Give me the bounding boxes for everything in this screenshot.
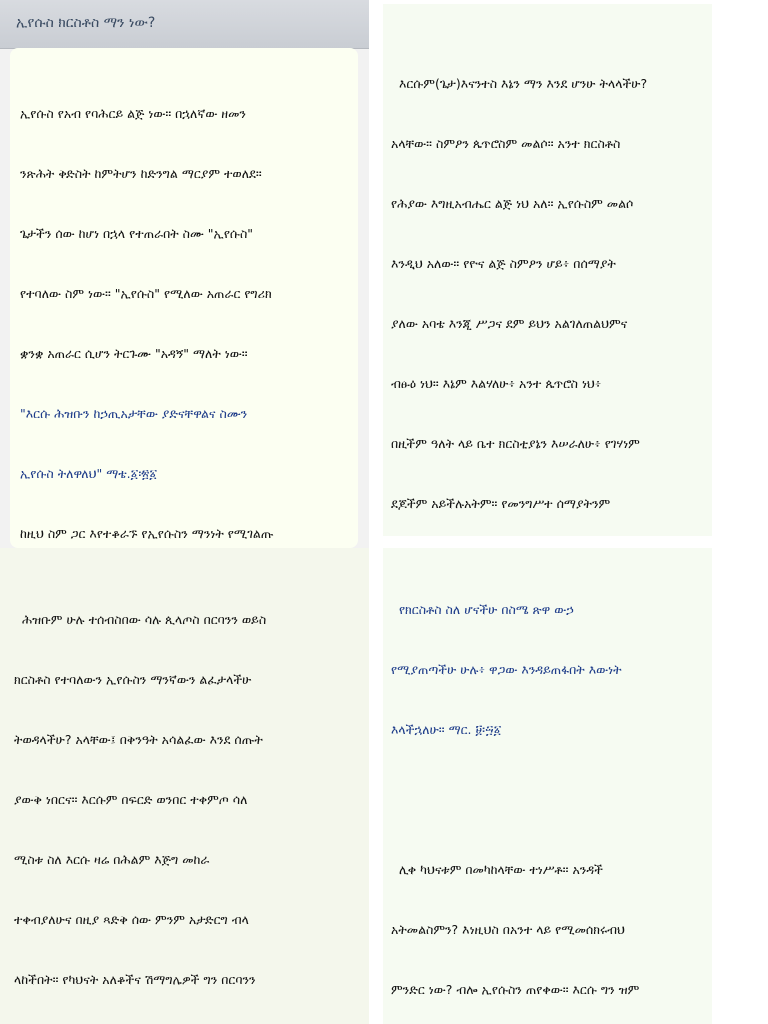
screenshot-panel-3 [0, 548, 369, 1024]
paragraph [14, 570, 266, 1024]
gutter-vertical [369, 0, 383, 1024]
text-line: አትመልስምን? እነዚህስ በአንተ ላይ የሚመሰክሩብህ [391, 922, 625, 937]
paragraph [391, 34, 647, 536]
paragraph [391, 560, 639, 1024]
text-line: ኢየሱስ የአብ የባሕርይ ልጅ ነው። በኋለኛው ዘመን [20, 106, 246, 121]
text-line: ተቀብያለሁና በዚያ ጻድቅ ሰው ምንም አታድርግ ብላ [14, 912, 249, 927]
text-line: ምንድር ነው? ብሎ ኢየሱስን ጠየቀው። እርሱ ግን ዝም [391, 982, 640, 997]
text-line: የተባለው ስም ነው። "ኢየሱስ" የሚለው አጠራር የግሪክ [20, 286, 272, 301]
text-line: ላከችበት። የካህናት አለቆችና ሽማግሌዎች ግን በርባንን [14, 972, 256, 987]
text-line: ያውቅ ነበርና። እርሱም በፍርድ ወንበር ተቀምጦ ሳለ [14, 792, 248, 807]
text-line: ሊቀ ካህናቱም በመካከላቸው ተነሥቶ። አንዳች [391, 862, 603, 877]
scripture-quote-line: ኢየሱስ ትለዋለህ" ማቴ.፩፡፳፩ [20, 466, 158, 481]
text-line: እርሱም(ጌታ)እናንተስ እኔን ማን እንደ ሆንሁ ትላላችሁ? [391, 76, 648, 91]
text-line: ክርስቶስ የተባለውን ኢየሱስን ማንኛውን ልፈታላችሁ [14, 672, 252, 687]
text-line: በዚችም ዓለት ላይ ቤተ ክርስቲያኔን እሠራለሁ፥ የገሃነም [391, 436, 640, 451]
text-line: ንጽሕት ቅድስት ከምትሆን ከድንግል ማርያም ተወለደ። [20, 166, 262, 181]
text-line: ሕዝቡም ሁሉ ተሰብስበው ሳሉ ጲላጦስ በርባንን ወይስ [14, 612, 267, 627]
right-margin [712, 0, 768, 1024]
text-line: እንዲህ አለው። የዮና ልጅ ስምዖን ሆይ፥ በሰማያት [391, 256, 616, 271]
article-title: ኢየሱስ ክርስቶስ ማን ነው? [16, 15, 156, 31]
text-line: ያለው አባቴ እንጂ ሥጋና ደም ይህን አልገለጠልህምና [391, 316, 628, 331]
text-line: አላቸው። ስምዖን ጴጥሮስም መልሶ። አንተ ክርስቶስ [391, 136, 621, 151]
text-line: ብፁዕ ነህ። እኔም እልሃለሁ፥ አንተ ጴጥሮስ ነህ፥ [391, 376, 602, 391]
scripture-quote-line: የክርስቶስ ስለ ሆናችሁ በስሜ ጽዋ ውኃ [391, 602, 574, 617]
text-line: ከዚህ ስም ጋር እየተቆራኙ የኢየሱስን ማንነት የሚገልጡ [20, 526, 274, 541]
text-line: ጌታችን ሰው ከሆነ በኋላ የተጠራበት ስሙ "ኢየሱስ" [20, 226, 254, 241]
paragraph [20, 64, 273, 548]
article-header [0, 0, 369, 49]
screenshot-panel-4 [383, 548, 712, 1024]
text-line: የሕያው እግዚአብሔር ልጅ ነህ አለ። ኢየሱስም መልሶ [391, 196, 634, 211]
screenshot-panel-2 [383, 4, 712, 536]
scripture-quote-line: የሚያጠጣችሁ ሁሉ፥ ዋጋው እንዳይጠፋበት እውነት [391, 662, 622, 677]
text-line: ሚስቱ ስለ እርሱ ዛሬ በሕልም እጅግ መከራ [14, 852, 210, 867]
text-line: ቋንቋ አጠራር ሲሆን ትርጉሙ "አዳኝ" ማለት ነው። [20, 346, 248, 361]
text-line: ደጆችም አይችሉአትም። የመንግሥተ ሰማያትንም [391, 496, 611, 511]
scripture-quote-line: "እርሱ ሕዝቡን ከኃጢአታቸው ያድናቸዋልና ስሙን [20, 406, 248, 421]
text-line: ትወዳላችሁ? አላቸው፤ በቅንዓት አሳልፈው እንደ ሰጡት [14, 732, 263, 747]
scripture-quote-line: እላችኋለሁ። ማር. ፱፡፵፩ [391, 722, 502, 737]
screenshot-panel-1 [0, 0, 369, 548]
